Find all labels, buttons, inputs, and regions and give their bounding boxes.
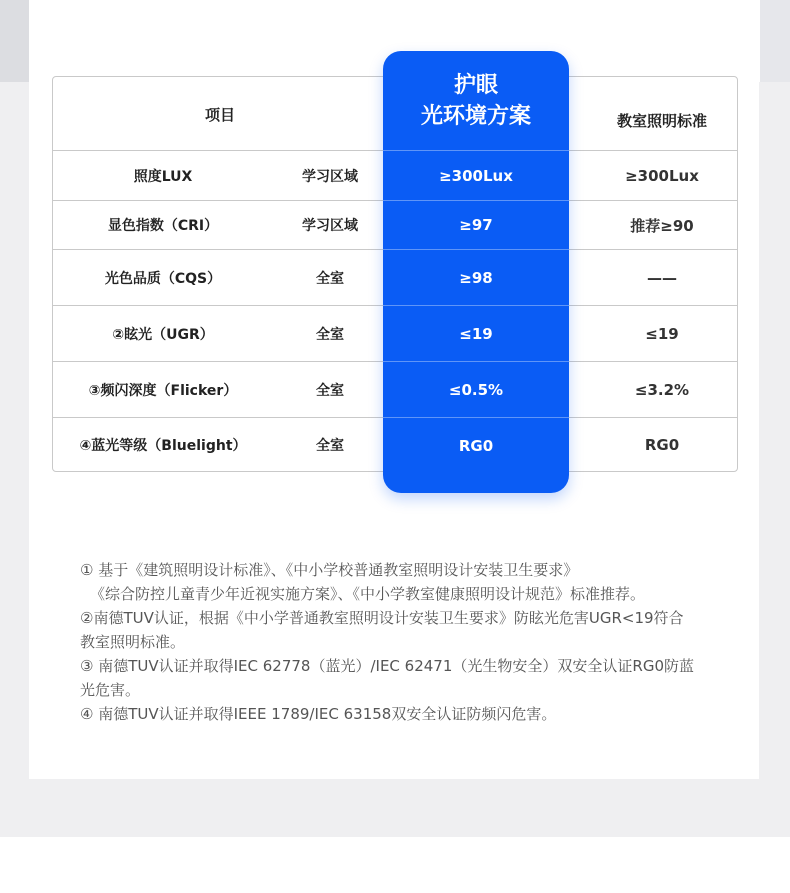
footnote-line: ②南德TUV认证，根据《中小学普通教室照明设计安装卫生要求》防眩光危害UGR<19符合 bbox=[80, 609, 684, 627]
row-name: ④蓝光等级（Bluelight） bbox=[79, 437, 247, 454]
highlight-value: RG0 bbox=[383, 417, 569, 473]
row-area: 学习区域 bbox=[302, 218, 358, 234]
decorative-strip-right bbox=[760, 0, 790, 82]
decorative-strip-left bbox=[0, 0, 30, 82]
row-standard: ≥300Lux bbox=[625, 166, 699, 185]
row-name: 光色品质（CQS） bbox=[104, 270, 222, 287]
row-area: 全室 bbox=[316, 382, 344, 399]
highlight-title-line1: 护眼 bbox=[453, 73, 498, 98]
row-standard: RG0 bbox=[644, 435, 680, 454]
footnote-line: ③ 南德TUV认证并取得IEC 62778（蓝光）/IEC 62471（光生物安全）双安全认证RG0防蓝 bbox=[80, 657, 694, 675]
header-standard: 教室照明标准 bbox=[616, 111, 707, 130]
footnote-line: 《综合防控儿童青少年近视实施方案》、《中小学教室健康照明设计规范》标准推荐。 bbox=[90, 585, 646, 603]
row-name: 照度LUX bbox=[133, 168, 193, 185]
highlight-value: ≤0.5% bbox=[383, 361, 569, 417]
row-standard: ≤19 bbox=[645, 324, 679, 343]
row-name: 显色指数（CRI） bbox=[107, 218, 219, 234]
row-name: ②眩光（UGR） bbox=[112, 326, 214, 343]
footnote-line: 光危害。 bbox=[80, 681, 141, 699]
highlight-column bbox=[383, 51, 569, 493]
highlight-value: ≥98 bbox=[383, 249, 569, 305]
row-standard: ≤3.2% bbox=[634, 380, 690, 399]
highlight-value: ≥300Lux bbox=[383, 150, 569, 200]
highlight-value: ≥97 bbox=[383, 200, 569, 249]
footnotes bbox=[80, 558, 730, 726]
row-name: ③频闪深度（Flicker） bbox=[88, 382, 238, 399]
footnote-line: 教室照明标准。 bbox=[80, 633, 186, 651]
row-area: 全室 bbox=[316, 270, 344, 287]
header-item: 项目 bbox=[204, 105, 235, 124]
row-standard: 推荐≥90 bbox=[630, 216, 694, 235]
row-area: 全室 bbox=[316, 326, 344, 343]
highlight-value: ≤19 bbox=[383, 305, 569, 361]
footnote-line: ④ 南德TUV认证并取得IEEE 1789/IEC 63158双安全认证防频闪危害。 bbox=[80, 705, 557, 723]
footnote-line: ① 基于《建筑照明设计标准》、《中小学校普通教室照明设计安装卫生要求》 bbox=[80, 561, 579, 579]
highlight-title-line2: 光环境方案 bbox=[420, 104, 531, 129]
row-standard: —— bbox=[647, 268, 677, 287]
row-area: 学习区域 bbox=[302, 168, 358, 185]
highlight-header bbox=[383, 51, 569, 151]
row-area: 全室 bbox=[316, 437, 344, 454]
